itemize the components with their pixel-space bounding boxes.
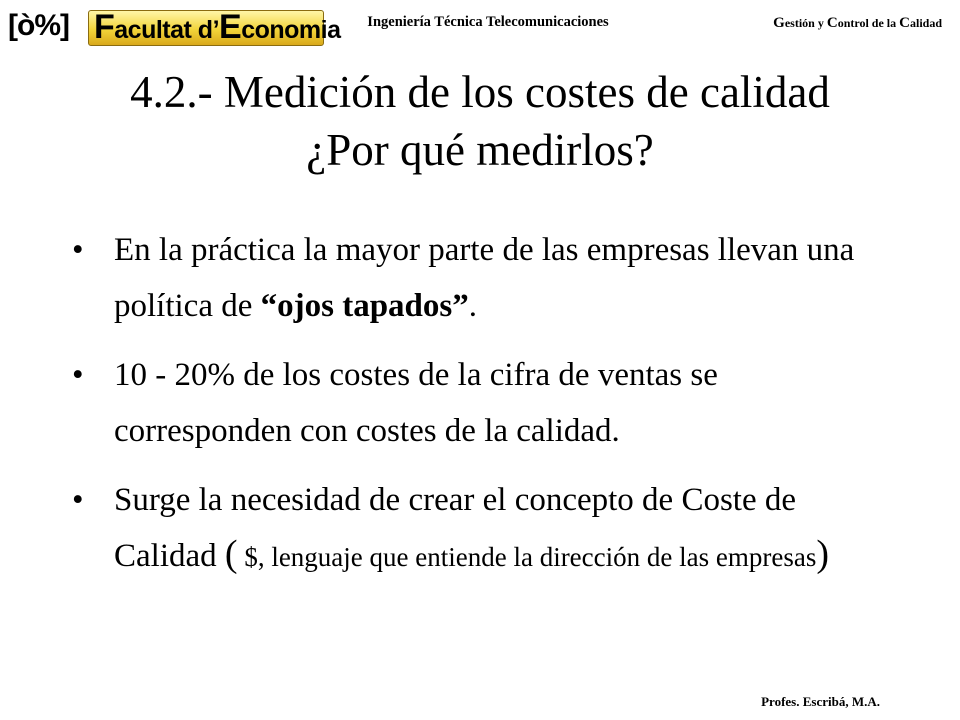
course-text-1: estión y bbox=[784, 16, 827, 30]
course-cap-c2: C bbox=[899, 15, 910, 31]
course-text-2: ontrol de la bbox=[837, 16, 900, 30]
bullet-item-3 bbox=[72, 472, 892, 585]
logo-letter-f: F bbox=[94, 8, 115, 46]
bullet-item-2 bbox=[72, 347, 892, 459]
bullet-1-text: En la práctica la mayor parte de las empresas llevan una política de bbox=[114, 232, 855, 324]
bullet-3-small-text: $, lenguaje que entiende la dirección de las empresas bbox=[237, 542, 817, 572]
bullet-list bbox=[72, 222, 892, 598]
faculty-logo bbox=[8, 6, 341, 46]
bullet-2-text: 10 - 20% de los costes de la cifra de ventas se corresponden con costes de la calidad. bbox=[114, 357, 718, 449]
bullet-dot-2: • bbox=[72, 357, 84, 393]
course-text-3: alidad bbox=[909, 16, 942, 30]
bullet-3-text: Surge la necesidad de crear el concepto de Coste de Calidad bbox=[114, 482, 797, 574]
degree-name: Ingeniería Técnica Telecomunicaciones bbox=[367, 14, 609, 30]
slide-title bbox=[20, 63, 940, 179]
logo-bracket-mark: [ò%] bbox=[8, 9, 69, 42]
logo-letter-e: E bbox=[219, 8, 242, 46]
course-name bbox=[773, 15, 942, 32]
bullet-1-end: . bbox=[468, 288, 477, 324]
logo-wordmark bbox=[94, 8, 341, 46]
course-cap-g: G bbox=[773, 15, 785, 31]
bullet-3-open-paren: ( bbox=[224, 533, 238, 575]
title-line-2: ¿Por qué medirlos? bbox=[306, 125, 654, 175]
bullet-item-1 bbox=[72, 222, 892, 334]
course-cap-c: C bbox=[826, 15, 838, 31]
title-line-1: 4.2.- Medición de los costes de calidad bbox=[130, 67, 830, 117]
bullet-dot-1: • bbox=[72, 232, 84, 268]
logo-acultat: acultat d’ bbox=[114, 16, 220, 44]
bullet-dot-3: • bbox=[72, 482, 84, 518]
logo-conomia: conomia bbox=[241, 16, 341, 44]
bullet-3-close-paren: ) bbox=[816, 533, 829, 575]
author-footer: Profes. Escribá, M.A. bbox=[761, 694, 880, 709]
bullet-1-bold: “ojos tapados” bbox=[260, 288, 469, 324]
